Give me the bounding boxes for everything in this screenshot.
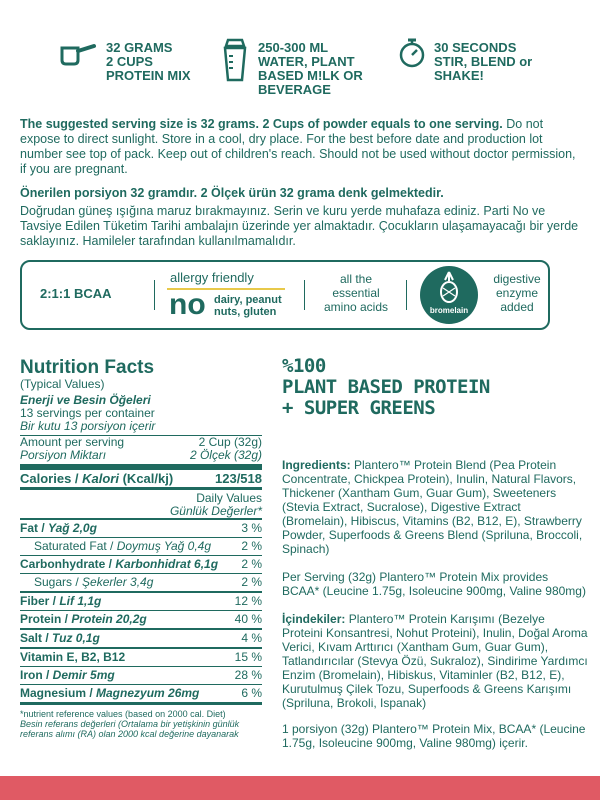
divider <box>406 280 407 310</box>
nutrient-name-en: Magnesium / <box>20 686 97 700</box>
nutrient-percent: 3 % <box>241 521 262 535</box>
amount-label: Amount per serving <box>20 435 125 449</box>
allergy-no: no <box>169 288 206 321</box>
nutrient-name-en: Iron / <box>20 668 53 682</box>
nutrition-footnote <box>20 709 262 739</box>
ingredients-label: Ingredients: <box>282 458 351 472</box>
nutrient-label <box>20 613 147 626</box>
nutrient-name-tr: Tuz 0,1g <box>52 631 100 645</box>
nutrient-name-tr: Doymuş Yağ 0,4g <box>116 539 211 553</box>
nutrient-row <box>20 518 262 537</box>
scoop-icon <box>58 38 98 68</box>
nutrient-percent: 28 % <box>234 668 262 682</box>
product-headline <box>282 356 582 419</box>
ingredients-label-tr: İçindekiler: <box>282 612 346 626</box>
servings-tr: Bir kutu 13 porsiyon içerir <box>20 419 156 433</box>
energy-heading-tr: Enerji ve Besin Öğeleri <box>20 393 151 407</box>
bcaa-ratio: 2:1:1 BCAA <box>40 286 112 301</box>
ingredients-tr <box>282 612 588 710</box>
calories-label-tr: Kalori <box>82 471 119 486</box>
nutrient-name-tr: Şekerler 3,4g <box>82 575 154 589</box>
ingredients-text: Plantero™ Protein Blend (Pea Protein Concentrate, Chickpea Protein), Inulin, Natural Flavors, Thickener (Xantham Gum, Guar Gum), Sweeteners (Stevia Extract, Sucralose), Digestive Extract (Bromelain), Hibiscus, Vitamins (B2, B12, E), Strawberry Powder, Superfoods & Greens Blend (Spriluna, Broccoli, Spinach) <box>282 458 583 556</box>
amount-tr-row <box>20 449 262 462</box>
nutrient-label <box>20 576 153 589</box>
nutrient-row <box>20 610 262 628</box>
nutrient-label <box>20 595 101 608</box>
nutrient-row <box>20 647 262 666</box>
amount-label-tr: Porsiyon Miktarı <box>20 448 107 462</box>
amino-acids-text: all the essential amino acids <box>323 272 389 314</box>
nutrient-name-en: Fat / <box>20 521 49 535</box>
turkish-serving-lead: Önerilen porsiyon 32 gramdır. 2 Ölçek ürün 32 grama denk gelmektedir. <box>20 186 444 200</box>
nutrition-facts-panel <box>20 358 262 739</box>
nutrient-name-en: Vitamin E, B2, B12 <box>20 650 126 664</box>
nutrient-label <box>20 522 97 535</box>
nutrient-label <box>20 558 218 571</box>
headline-plant-protein: PLANT BASED PROTEIN <box>282 376 490 398</box>
nutrient-name-en: Protein / <box>20 612 72 626</box>
nutrient-percent: 15 % <box>234 650 262 664</box>
nutrient-name-tr: Lif 1,1g <box>59 594 102 608</box>
nutrient-label <box>20 540 211 553</box>
servings-en: 13 servings per container <box>20 406 155 420</box>
nutrient-row <box>20 537 262 555</box>
nutrient-percent: 4 % <box>241 631 262 645</box>
calories-row <box>20 470 262 487</box>
english-storage-text: Do not expose to direct sunlight. Store in a cool, dry place. For the best before date and production lot number see top of pack. Keep out of children's reach. Should not be used without doctor permission, if you are pregnant. <box>20 117 576 176</box>
liquid-instruction <box>220 38 363 97</box>
serving-instruction <box>58 38 191 83</box>
digestive-enzyme-text: digestive enzyme added <box>493 272 541 314</box>
headline-super-greens: + SUPER GREENS <box>282 397 436 419</box>
nutrient-row <box>20 628 262 647</box>
nutrient-percent: 40 % <box>234 612 262 626</box>
calories-unit: (Kcal/kj) <box>118 471 174 486</box>
amount-value: 2 Cup (32g) <box>198 435 262 449</box>
nutrient-percent: 12 % <box>234 594 262 608</box>
turkish-storage-text: Doğrudan güneş ışığına maruz bırakmayınız. Serin ve kuru yerde muhafaza ediniz. Parti No ve Tavsiye Edilen Tüketim Tarihi ambalajın üzerinde yer almaktadır. Çocukların ulaşamayacağı bir yerde saklayınız. Hamileler tarafından kullanılmamalıdır. <box>20 204 579 248</box>
amount-value-tr: 2 Ölçek (32g) <box>189 448 262 462</box>
ingredients-text-tr: Plantero™ Protein Karışımı (Bezelye Proteini Konsantresi, Nohut Proteini), Inulin, Doğal Aroma Verici, Kıvam Arttırıcı (Xantham Gum, Guar Gum), Tatlandırıcılar (Stevya Özü, Sukraloz), Sindirime Yardımcı Enzim (Bromelain), Hibiskus, Vitaminler (B2, B12, E), Kurutulmuş Çilek Tozu, Superfoods & Greens Karışımı (Spriluna, Brokoli, Ispanak) <box>282 612 588 710</box>
divider <box>304 280 305 310</box>
nutrition-subtitle: (Typical Values) <box>20 377 105 391</box>
nutrient-name-en: Fiber / <box>20 594 60 608</box>
stopwatch-icon <box>398 38 426 68</box>
allergy-title: allergy friendly <box>170 270 254 285</box>
calories-label: Calories / <box>20 471 83 486</box>
nutrient-label <box>20 687 199 700</box>
nutrient-row <box>20 666 262 684</box>
english-instructions <box>20 117 585 177</box>
bromelain-badge <box>420 266 478 324</box>
bcaa-info-en: Per Serving (32g) Plantero™ Protein Mix provides BCAA* (Leucine 1.75g, Isoleucine 900mg, Valine 980mg) <box>282 570 586 598</box>
allergy-detail: dairy, peanut nuts, gluten <box>214 294 282 318</box>
nutrient-name-tr: Yağ 2,0g <box>48 521 97 535</box>
ingredients-en <box>282 458 588 556</box>
english-serving-lead: The suggested serving size is 32 grams. 2 Cups of powder equals to one serving. <box>20 117 503 131</box>
pineapple-icon <box>420 266 478 324</box>
nutrient-name-tr: Magnezyum 26mg <box>96 686 200 700</box>
nutrient-label <box>20 632 100 645</box>
divider <box>154 280 155 310</box>
daily-values-tr: Günlük Değerler* <box>169 504 262 518</box>
nutrient-label <box>20 651 125 664</box>
nutrient-rows <box>20 518 262 702</box>
usage-instructions <box>48 38 588 108</box>
nutrient-name-tr: Karbonhidrat 6,1g <box>115 557 219 571</box>
nutrient-percent: 2 % <box>241 575 262 589</box>
nutrient-label <box>20 669 115 682</box>
headline-percent: %100 <box>282 355 326 377</box>
liquid-text: 250-300 ML WATER, PLANT BASED M!LK OR BEVERAGE <box>258 40 363 97</box>
bromelain-label: bromelain <box>429 306 469 315</box>
feature-badge <box>20 260 550 330</box>
nutrient-name-en: Saturated Fat / <box>34 539 117 553</box>
nutrient-percent: 2 % <box>241 557 262 571</box>
nutrient-row <box>20 684 262 702</box>
nutrient-percent: 6 % <box>241 686 262 700</box>
nutrient-name-tr: Protein 20,2g <box>71 612 147 626</box>
nutrient-row <box>20 591 262 610</box>
daily-values-en: Daily Values <box>196 491 262 505</box>
footnote-tr: Besin referans değerleri (Ortalama bir yetişkinin günlük referans alımı (RA) olan 2000 kcal değerine dayanarak <box>20 719 240 739</box>
bcaa-info-tr: 1 porsiyon (32g) Plantero™ Protein Mix, BCAA* (Leucine 1.75g, Isoleucine 900mg, Valine 980mg) içerir. <box>282 722 586 750</box>
calories-value: 123/518 <box>215 471 262 486</box>
nutrition-title: Nutrition Facts <box>20 357 155 378</box>
daily-values-heading <box>20 490 262 518</box>
nutrient-name-en: Salt / <box>20 631 53 645</box>
shaker-icon <box>220 38 250 82</box>
serving-text: 32 GRAMS 2 CUPS PROTEIN MIX <box>106 40 191 83</box>
nutrient-percent: 2 % <box>241 539 262 553</box>
nutrient-name-en: Sugars / <box>34 575 83 589</box>
bottom-accent-bar <box>0 776 600 800</box>
nutrient-name-en: Carbonhydrate / <box>20 557 116 571</box>
nutrient-row <box>20 573 262 591</box>
turkish-instructions <box>20 186 585 249</box>
footnote-en: *nutrient reference values (based on 2000 cal. Diet) <box>20 709 226 719</box>
time-instruction <box>398 38 532 83</box>
nutrient-name-tr: Demir 5mg <box>52 668 115 682</box>
nutrient-row <box>20 555 262 573</box>
time-text: 30 SECONDS STIR, BLEND or SHAKE! <box>434 40 533 83</box>
